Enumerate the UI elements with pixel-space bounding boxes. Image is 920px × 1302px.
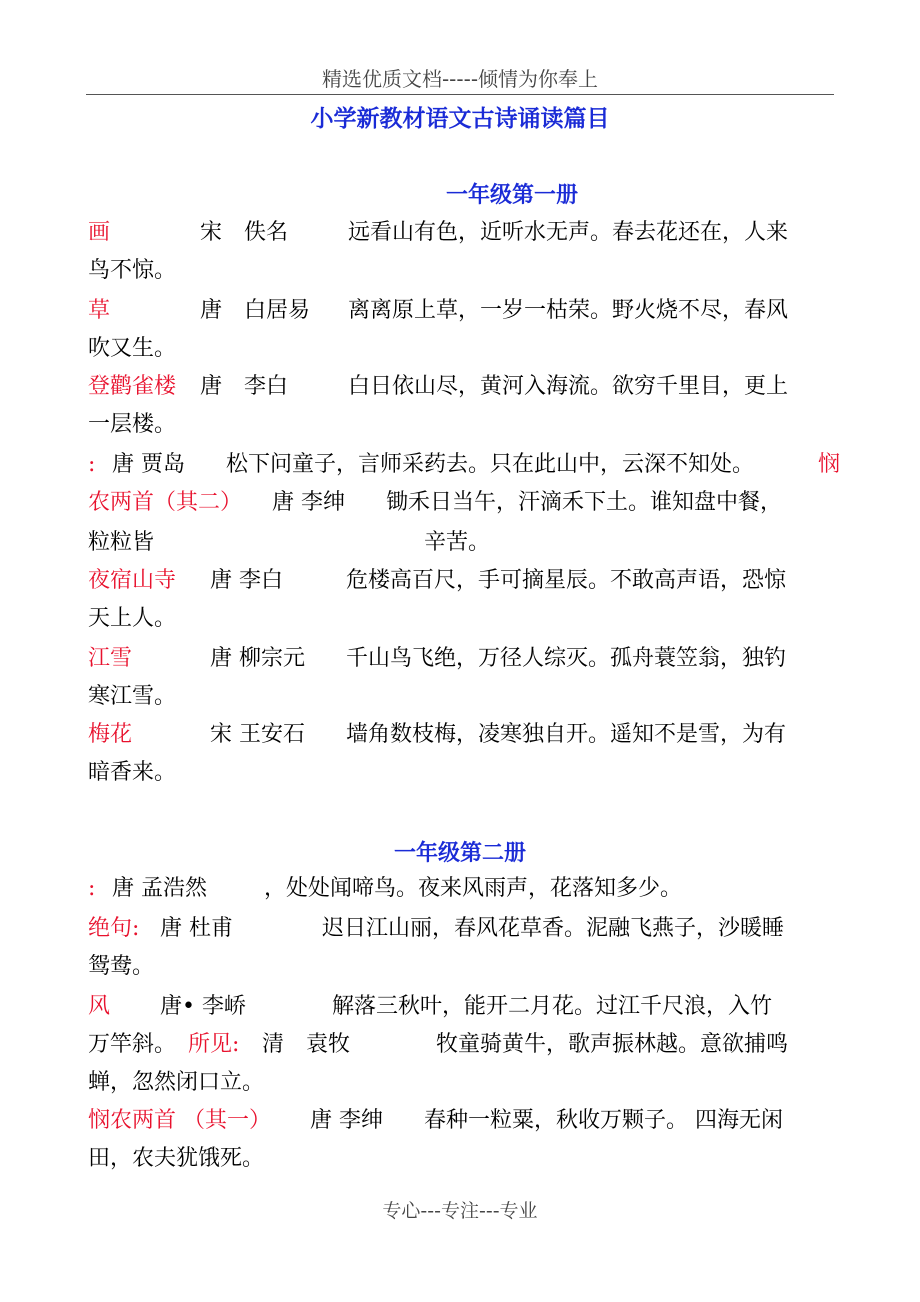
poem-title: 草 bbox=[88, 298, 111, 323]
poem-text: 千山鸟飞绝，万径人综灭。孤舟蓑笠翁，独钓 bbox=[346, 646, 787, 671]
poem-text: 春种一粒粟，秋收万颗子。 四海无闲 bbox=[424, 1108, 783, 1133]
poem-author: 唐 白居易 bbox=[200, 298, 311, 323]
page-footer: 专心---专注---专业 bbox=[382, 1200, 538, 1222]
poem-text-cont: 寒江雪。 bbox=[88, 684, 177, 709]
poem-author: 唐• 李峤 bbox=[160, 994, 246, 1019]
poem-text-cont: 田，农夫犹饿死。 bbox=[88, 1146, 265, 1171]
poem-title: 风 bbox=[88, 994, 111, 1019]
poem-title: 绝句: bbox=[88, 916, 140, 941]
poem-text-cont: 粒粒皆 bbox=[88, 530, 155, 555]
section-heading-grade1-vol2: 一年级第二册 bbox=[393, 840, 526, 866]
poem-title-fragment: 悯 bbox=[818, 452, 841, 477]
poem-text: ，处处闻啼鸟。夜来风雨声，花落知多少。 bbox=[264, 876, 683, 901]
poem-author: 唐 李绅 bbox=[272, 490, 345, 515]
poem-author: 宋 佚名 bbox=[200, 220, 289, 245]
poem-title: 梅花 bbox=[88, 722, 133, 747]
poem-title-missing-colon: : bbox=[88, 452, 96, 477]
poem-text-cont: 万竿斜。 bbox=[88, 1032, 177, 1057]
poem-author: 唐 李白 bbox=[210, 568, 283, 593]
poem-author: 唐 柳宗元 bbox=[210, 646, 305, 671]
section-heading-grade1-vol1: 一年级第一册 bbox=[445, 182, 578, 208]
poem-text: 锄禾日当午，汗滴禾下土。谁知盘中餐， bbox=[386, 490, 783, 515]
poem-author: 唐 杜甫 bbox=[160, 916, 233, 941]
poem-text-cont: 鸳鸯。 bbox=[88, 954, 155, 979]
poem-text: 离离原上草，一岁一枯荣。野火烧不尽，春风 bbox=[348, 298, 789, 323]
poem-text: 远看山有色，近听水无声。春去花还在，人来 bbox=[348, 220, 789, 245]
poem-text-cont: 一层楼。 bbox=[88, 412, 177, 437]
poem-text-cont: 暗香来。 bbox=[88, 760, 177, 785]
poem-title: 画 bbox=[88, 220, 111, 245]
poem-author: 清 袁牧 bbox=[262, 1032, 351, 1057]
header-divider bbox=[86, 94, 834, 95]
poem-text: 白日依山尽，黄河入海流。欲穷千里目，更上 bbox=[348, 374, 789, 399]
poem-title: 悯农两首 （其一） bbox=[88, 1108, 271, 1133]
poem-text-cont: 吹又生。 bbox=[88, 336, 177, 361]
poem-text-cont: 蝉，忽然闭口立。 bbox=[88, 1070, 265, 1095]
poem-author: 宋 王安石 bbox=[210, 722, 305, 747]
poem-text: 危楼高百尺，手可摘星辰。不敢高声语，恐惊 bbox=[346, 568, 787, 593]
poem-title: 所见: bbox=[188, 1032, 240, 1057]
page-header: 精选优质文档-----倾情为你奉上 bbox=[321, 67, 599, 91]
poem-text-cont: 天上人。 bbox=[88, 606, 177, 631]
page-title: 小学新教材语文古诗诵读篇目 bbox=[310, 105, 610, 132]
poem-author: 唐 孟浩然 bbox=[112, 876, 207, 901]
poem-author: 唐 李绅 bbox=[310, 1108, 383, 1133]
poem-text: 牧童骑黄牛，歌声振林越。意欲捕鸣 bbox=[436, 1032, 789, 1057]
poem-text-cont: 鸟不惊。 bbox=[88, 258, 177, 283]
poem-title-missing-colon: : bbox=[88, 876, 96, 901]
poem-text: 解落三秋叶，能开二月花。过江千尺浪，入竹 bbox=[332, 994, 773, 1019]
poem-title: 农两首（其二） bbox=[88, 490, 243, 515]
poem-text-cont: 辛苦。 bbox=[424, 530, 491, 555]
poem-text: 墙角数枝梅，凌寒独自开。遥知不是雪，为有 bbox=[346, 722, 787, 747]
poem-author: 唐 贾岛 bbox=[112, 452, 185, 477]
poem-text: 迟日江山丽，春风花草香。泥融飞燕子，沙暖睡 bbox=[322, 916, 785, 941]
poem-title: 江雪 bbox=[88, 646, 133, 671]
poem-author: 唐 李白 bbox=[200, 374, 289, 399]
poem-text: 松下问童子，言师采药去。只在此山中，云深不知处。 bbox=[226, 452, 755, 477]
poem-title: 登鹳雀楼 bbox=[88, 374, 177, 399]
poem-title: 夜宿山寺 bbox=[88, 568, 177, 593]
